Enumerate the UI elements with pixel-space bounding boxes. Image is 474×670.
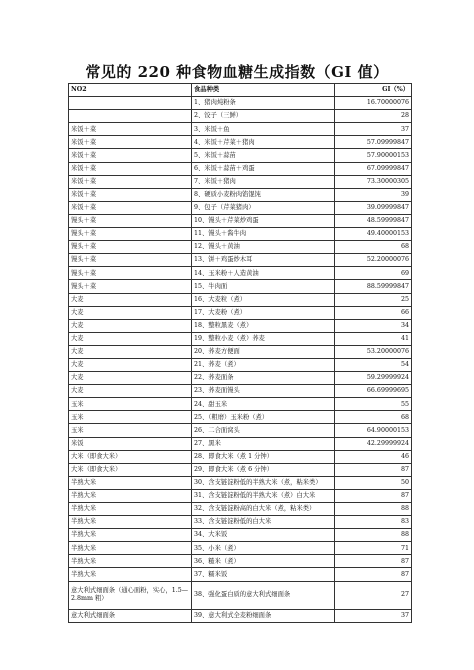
category-cell: 馒头＋菜	[69, 214, 192, 227]
category-cell: 大麦	[69, 332, 192, 345]
table-header-row	[69, 84, 412, 97]
table-row	[69, 175, 412, 188]
food-cell: 31、含支链淀粉低的半熟大米（煮）白大米	[192, 489, 335, 502]
table-row	[69, 555, 412, 568]
category-cell: 大麦	[69, 345, 192, 358]
table-row	[69, 280, 412, 293]
food-cell: 2、饺子（三鲜）	[192, 110, 335, 123]
food-cell: 15、牛肉面	[192, 280, 335, 293]
food-cell: 20、荞麦方便面	[192, 345, 335, 358]
gi-value-cell: 88	[335, 529, 412, 542]
food-cell: 37、糯米饭	[192, 568, 335, 581]
food-cell: 6、米饭＋蒜苗＋鸡蛋	[192, 162, 335, 175]
food-cell: 22、荞麦面条	[192, 372, 335, 385]
food-cell: 10、馒头＋芹菜炒鸡蛋	[192, 214, 335, 227]
table-row	[69, 319, 412, 332]
category-cell: 馒头＋菜	[69, 228, 192, 241]
table-row	[69, 358, 412, 371]
food-cell: 16、大麦粒（煮）	[192, 293, 335, 306]
gi-value-cell: 41	[335, 332, 412, 345]
category-cell: 米饭＋菜	[69, 175, 192, 188]
category-cell: 馒头＋菜	[69, 280, 192, 293]
food-cell: 9、包子（芹菜猪肉）	[192, 201, 335, 214]
table-row	[69, 398, 412, 411]
food-cell: 18、整粒黑麦（煮）	[192, 319, 335, 332]
category-cell: 米饭＋菜	[69, 201, 192, 214]
table-row	[69, 241, 412, 254]
gi-value-cell: 64.90000153	[335, 424, 412, 437]
food-cell: 26、二合面窝头	[192, 424, 335, 437]
category-cell: 半熟大米	[69, 555, 192, 568]
table-row	[69, 437, 412, 450]
table-row	[69, 136, 412, 149]
food-cell: 11、馒头＋酱牛肉	[192, 228, 335, 241]
gi-value-cell: 49.40000153	[335, 228, 412, 241]
table-row	[69, 450, 412, 463]
gi-value-cell: 16.70000076	[335, 97, 412, 110]
table-row	[69, 201, 412, 214]
gi-value-cell: 83	[335, 516, 412, 529]
table-row	[69, 123, 412, 136]
gi-value-cell: 25	[335, 293, 412, 306]
header-food-type: 食品种类	[192, 84, 335, 97]
gi-value-cell: 68	[335, 241, 412, 254]
gi-value-cell: 37	[335, 123, 412, 136]
food-cell: 23、荞麦面馒头	[192, 385, 335, 398]
category-cell: 半熟大米	[69, 542, 192, 555]
food-cell: 4、米饭＋芹菜＋猪肉	[192, 136, 335, 149]
table-row	[69, 529, 412, 542]
category-cell: 大麦	[69, 306, 192, 319]
category-cell: 馒头＋菜	[69, 254, 192, 267]
category-cell: 玉米	[69, 398, 192, 411]
category-cell: 半熟大米	[69, 568, 192, 581]
category-cell: 馒头＋菜	[69, 267, 192, 280]
category-cell: 半熟大米	[69, 529, 192, 542]
table-row	[69, 411, 412, 424]
food-cell: 35、小米（煮）	[192, 542, 335, 555]
category-cell: 大米（即食大米）	[69, 450, 192, 463]
table-row	[69, 424, 412, 437]
category-cell: 玉米	[69, 424, 192, 437]
category-cell: 米饭＋菜	[69, 149, 192, 162]
food-cell: 1、猪肉炖粉条	[192, 97, 335, 110]
table-row	[69, 372, 412, 385]
category-cell: 米饭	[69, 437, 192, 450]
gi-value-cell: 52.20000076	[335, 254, 412, 267]
gi-value-cell: 66	[335, 306, 412, 319]
food-cell: 8、硬质小麦粉肉馅馄饨	[192, 188, 335, 201]
table-row	[69, 503, 412, 516]
food-cell: 36、糙米（煮）	[192, 555, 335, 568]
category-cell: 大麦	[69, 372, 192, 385]
table-row	[69, 214, 412, 227]
category-cell: 意大利式细面条	[69, 609, 192, 622]
category-cell	[69, 97, 192, 110]
table-row	[69, 581, 412, 609]
food-cell: 29、即食大米（煮 6 分钟）	[192, 463, 335, 476]
gi-value-cell: 68	[335, 411, 412, 424]
table-row	[69, 463, 412, 476]
category-cell: 半熟大米	[69, 503, 192, 516]
gi-value-cell: 28	[335, 110, 412, 123]
category-cell: 玉米	[69, 411, 192, 424]
gi-value-cell: 88.59999847	[335, 280, 412, 293]
table-row	[69, 188, 412, 201]
category-cell: 意大利式细面条（通心面粉，实心，1.5—2.8mm 粗）	[69, 581, 192, 609]
table-row	[69, 385, 412, 398]
food-cell: 5、米饭＋蒜苗	[192, 149, 335, 162]
table-row	[69, 568, 412, 581]
category-cell	[69, 110, 192, 123]
table-row	[69, 345, 412, 358]
gi-value-cell: 87	[335, 489, 412, 502]
category-cell: 半熟大米	[69, 489, 192, 502]
category-cell: 半熟大米	[69, 476, 192, 489]
food-cell: 13、饼＋鸡蛋炒木耳	[192, 254, 335, 267]
table-row	[69, 110, 412, 123]
food-cell: 38、强化蛋白质的意大利式细面条	[192, 581, 335, 609]
gi-value-cell: 42.29999924	[335, 437, 412, 450]
category-cell: 大米（即食大米）	[69, 463, 192, 476]
gi-value-cell: 46	[335, 450, 412, 463]
gi-value-cell: 39	[335, 188, 412, 201]
gi-value-cell: 48.59999847	[335, 214, 412, 227]
category-cell: 大麦	[69, 358, 192, 371]
category-cell: 米饭＋菜	[69, 136, 192, 149]
gi-value-cell: 53.20000076	[335, 345, 412, 358]
table-row	[69, 332, 412, 345]
category-cell: 大麦	[69, 319, 192, 332]
table-row	[69, 97, 412, 110]
table-row	[69, 162, 412, 175]
food-cell: 19、整粒小麦（煮）荞麦	[192, 332, 335, 345]
food-cell: 32、含支链淀粉高的白大米（煮，粘米类）	[192, 503, 335, 516]
gi-value-cell: 59.29999924	[335, 372, 412, 385]
header-category: NO2	[69, 84, 192, 97]
gi-value-cell: 34	[335, 319, 412, 332]
food-cell: 14、玉米粉＋人造黄油	[192, 267, 335, 280]
header-gi: GI（%）	[335, 84, 412, 97]
gi-value-cell: 67.09999847	[335, 162, 412, 175]
gi-value-cell: 69	[335, 267, 412, 280]
category-cell: 米饭＋菜	[69, 162, 192, 175]
table-row	[69, 542, 412, 555]
gi-value-cell: 57.90000153	[335, 149, 412, 162]
food-cell: 39、意大利式全麦粉细面条	[192, 609, 335, 622]
food-cell: 21、荞麦（煮）	[192, 358, 335, 371]
table-row	[69, 267, 412, 280]
table-row	[69, 609, 412, 622]
food-cell: 12、馒头＋黄油	[192, 241, 335, 254]
category-cell: 米饭＋菜	[69, 188, 192, 201]
food-cell: 17、大麦粉（煮）	[192, 306, 335, 319]
table-row	[69, 293, 412, 306]
food-cell: 7、米饭＋猪肉	[192, 175, 335, 188]
gi-value-cell: 37	[335, 609, 412, 622]
gi-value-cell: 87	[335, 555, 412, 568]
food-cell: 24、甜玉米	[192, 398, 335, 411]
category-cell: 馒头＋菜	[69, 241, 192, 254]
table-row	[69, 489, 412, 502]
food-cell: 33、含支链淀粉低的白大米	[192, 516, 335, 529]
gi-value-cell: 55	[335, 398, 412, 411]
gi-value-cell: 73.30000305	[335, 175, 412, 188]
food-cell: 27、黑米	[192, 437, 335, 450]
table-row	[69, 306, 412, 319]
gi-value-cell: 27	[335, 581, 412, 609]
document-title: 常见的 220 种食物血糖生成指数（GI 值）	[85, 63, 389, 81]
gi-value-cell: 87	[335, 463, 412, 476]
category-cell: 米饭＋菜	[69, 123, 192, 136]
food-cell: 25、（粗磨）玉米粉（煮）	[192, 411, 335, 424]
gi-value-cell: 88	[335, 503, 412, 516]
table-row	[69, 149, 412, 162]
gi-value-cell: 57.09999847	[335, 136, 412, 149]
gi-value-cell: 50	[335, 476, 412, 489]
gi-value-cell: 71	[335, 542, 412, 555]
table-row	[69, 516, 412, 529]
food-cell: 3、米饭＋鱼	[192, 123, 335, 136]
table-row	[69, 228, 412, 241]
food-cell: 28、即食大米（煮 1 分钟）	[192, 450, 335, 463]
gi-value-cell: 87	[335, 568, 412, 581]
food-cell: 34、大米饭	[192, 529, 335, 542]
gi-value-cell: 39.09999847	[335, 201, 412, 214]
table-row	[69, 476, 412, 489]
food-cell: 30、含支链淀粉低的半熟大米（煮，粘米类）	[192, 476, 335, 489]
gi-table	[68, 83, 412, 623]
gi-value-cell: 66.69999695	[335, 385, 412, 398]
gi-value-cell: 54	[335, 358, 412, 371]
category-cell: 半熟大米	[69, 516, 192, 529]
table-row	[69, 254, 412, 267]
category-cell: 大麦	[69, 385, 192, 398]
category-cell: 大麦	[69, 293, 192, 306]
